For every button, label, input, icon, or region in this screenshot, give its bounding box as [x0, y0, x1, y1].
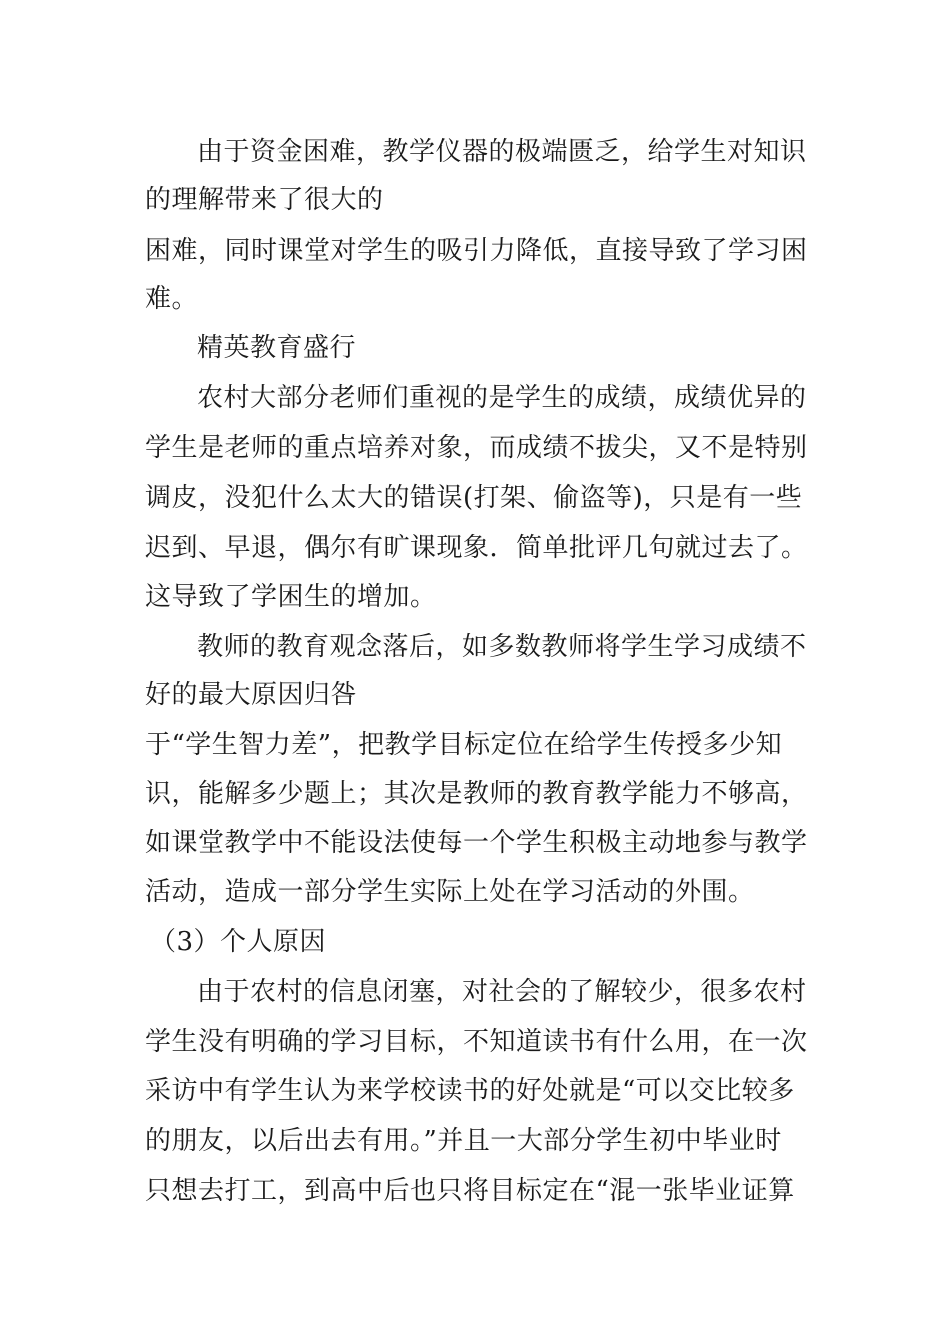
paragraph-line: 好的最大原因归咎: [145, 680, 358, 710]
section-heading: （3）个人原因: [150, 927, 327, 957]
paragraph-line: 于“学生智力差”，把教学目标定位在给学生传授多少知: [145, 730, 783, 760]
paragraph-line: 困难，同时课堂对学生的吸引力降低，直接导致了学习困: [145, 236, 808, 266]
paragraph-line: 的朋友，以后出去有用。”并且一大部分学生初中毕业时: [145, 1126, 782, 1156]
section-heading: 精英教育盛行: [197, 333, 357, 363]
paragraph-line: 教师的教育观念落后，如多数教师将学生学习成绩不: [197, 632, 807, 662]
paragraph-line: 难。: [145, 284, 199, 314]
paragraph-line: 识，能解多少题上；其次是教师的教育教学能力不够高，: [145, 779, 808, 809]
paragraph-line: 采访中有学生认为来学校读书的好处就是“可以交比较多: [145, 1076, 795, 1106]
paragraph-line: 迟到、早退，偶尔有旷课现象．简单批评几句就过去了。: [145, 533, 808, 563]
paragraph-line: 由于资金困难，教学仪器的极端匮乏，给学生对知识: [197, 137, 807, 167]
paragraph-line: 由于农村的信息闭塞，对社会的了解较少，很多农村: [197, 977, 807, 1007]
paragraph-line: 的理解带来了很大的: [145, 185, 384, 215]
paragraph-line: 这导致了学困生的增加。: [145, 582, 437, 612]
paragraph-line: 学生没有明确的学习目标，不知道读书有什么用，在一次: [145, 1027, 808, 1057]
paragraph-line: 农村大部分老师们重视的是学生的成绩，成绩优异的: [197, 383, 807, 413]
paragraph-line: 活动，造成一部分学生实际上处在学习活动的外围。: [145, 877, 755, 907]
paragraph-line: 只想去打工，到高中后也只将目标定在“混一张毕业证算: [145, 1176, 795, 1206]
paragraph-line: 如课堂教学中不能设法使每一个学生积极主动地参与教学: [145, 828, 808, 858]
paragraph-line: 学生是老师的重点培养对象，而成绩不拔尖，又不是特别: [145, 433, 808, 463]
paragraph-line: 调皮，没犯什么太大的错误(打架、偷盗等)，只是有一些: [145, 483, 803, 513]
